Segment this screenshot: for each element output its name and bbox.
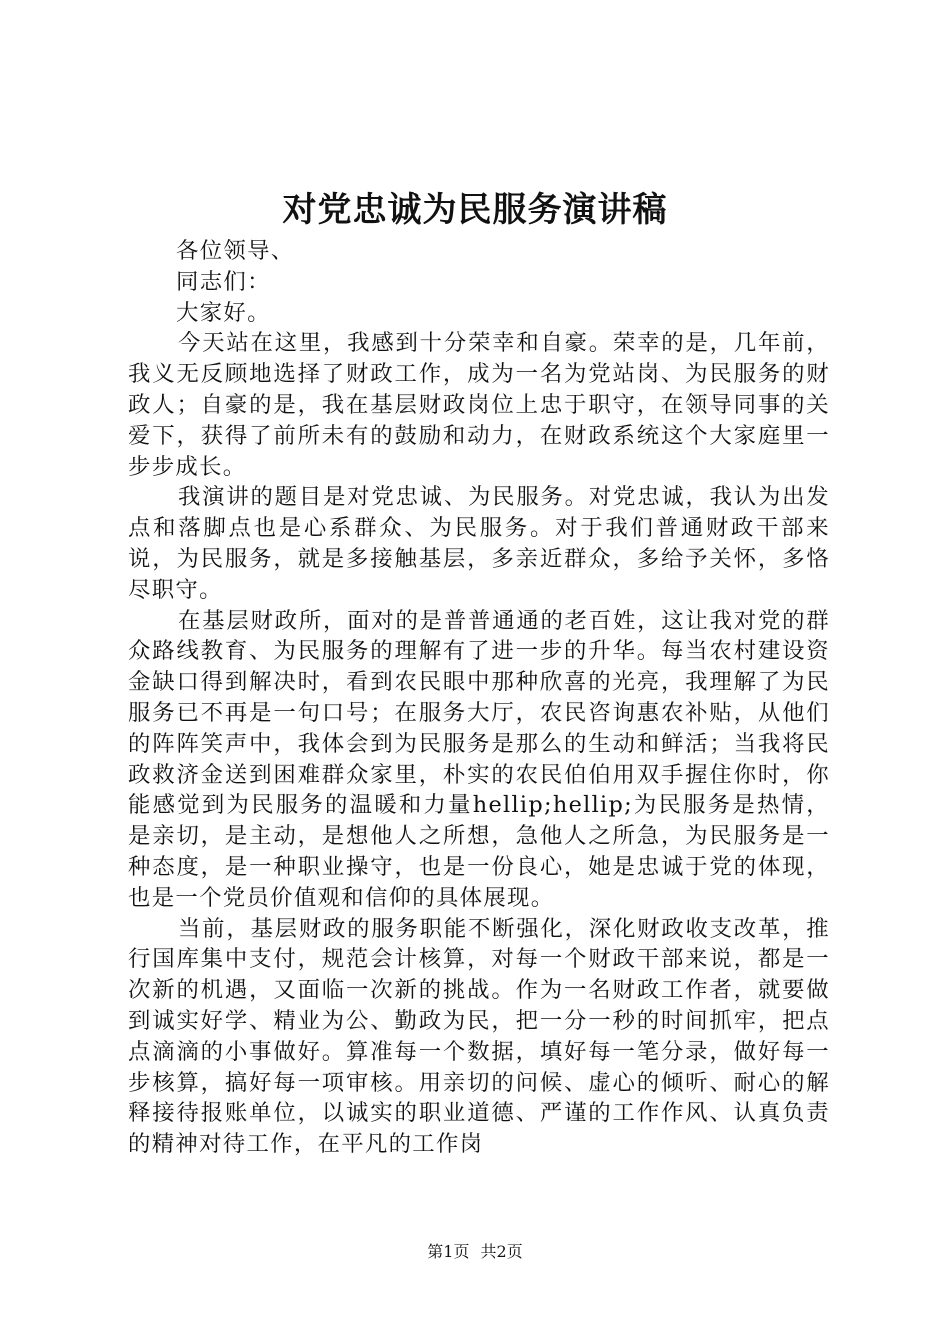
paragraph-intro: 今天站在这里，我感到十分荣幸和自豪。荣幸的是，几年前，我义无反顾地选择了财政工作，成为一名为党站岗、为民服务的财政人；自豪的是，我在基层财政岗位上忠于职守，在领导同事的关爱下，获得了前所未有的鼓励和动力，在财政系统这个大家庭里一步步成长。 [128,330,830,480]
document-title: 对党忠诚为民服务演讲稿 [282,190,668,230]
document-body [128,236,830,1160]
paragraph-topic: 我演讲的题目是对党忠诚、为民服务。对党忠诚，我认为出发点和落脚点也是心系群众、为民服务。对于我们普通财政干部来说，为民服务，就是多接触基层，多亲近群众，多给予关怀，多恪尽职守。 [128,484,830,603]
page-footer [0,1241,950,1263]
salutation-comrades: 同志们： [176,268,271,295]
page-total: 共2页 [480,1242,523,1261]
paragraph-current: 当前，基层财政的服务职能不断强化，深化财政收支改革，推行国库集中支付，规范会计核算，对每一个财政干部来说，都是一次新的机遇，又面临一次新的挑战。作为一名财政工作者，就要做到诚实好学、精业为公、勤政为民，把一分一秒的时间抓牢，把点点滴滴的小事做好。算准每一个数据，填好每一笔分录，做好每一步核算，搞好每一项审核。用亲切的问候、虚心的倾听、耐心的解释接待报账单位，以诚实的职业道德、严谨的工作作风、认真负责的精神对待工作，在平凡的工作岗 [128,915,830,1158]
salutation-greeting: 大家好。 [176,299,271,326]
page-number: 第1页 [427,1242,470,1261]
salutation-leaders: 各位领导、 [176,238,295,264]
paragraph-grassroots: 在基层财政所，面对的是普普通通的老百姓，这让我对党的群众路线教育、为民服务的理解有了进一步的升华。每当农村建设资金缺口得到解决时，看到农民眼中那种欣喜的光亮，我理解了为民服务已不再是一句口号；在服务大厅，农民咨询惠农补贴，从他们的阵阵笑声中，我体会到为民服务是那么的生动和鲜活；当我将民政救济金送到困难群众家里，朴实的农民伯伯用双手握住你时，你能感觉到为民服务的温暖和力量hellip;hellip;为民服务是热情，是亲切，是主动，是想他人之所想，急他人之所急，为民服务是一种态度，是一种职业操守，也是一份良心，她是忠诚于党的体现，也是一个党员价值观和信仰的具体展现。 [128,607,830,911]
